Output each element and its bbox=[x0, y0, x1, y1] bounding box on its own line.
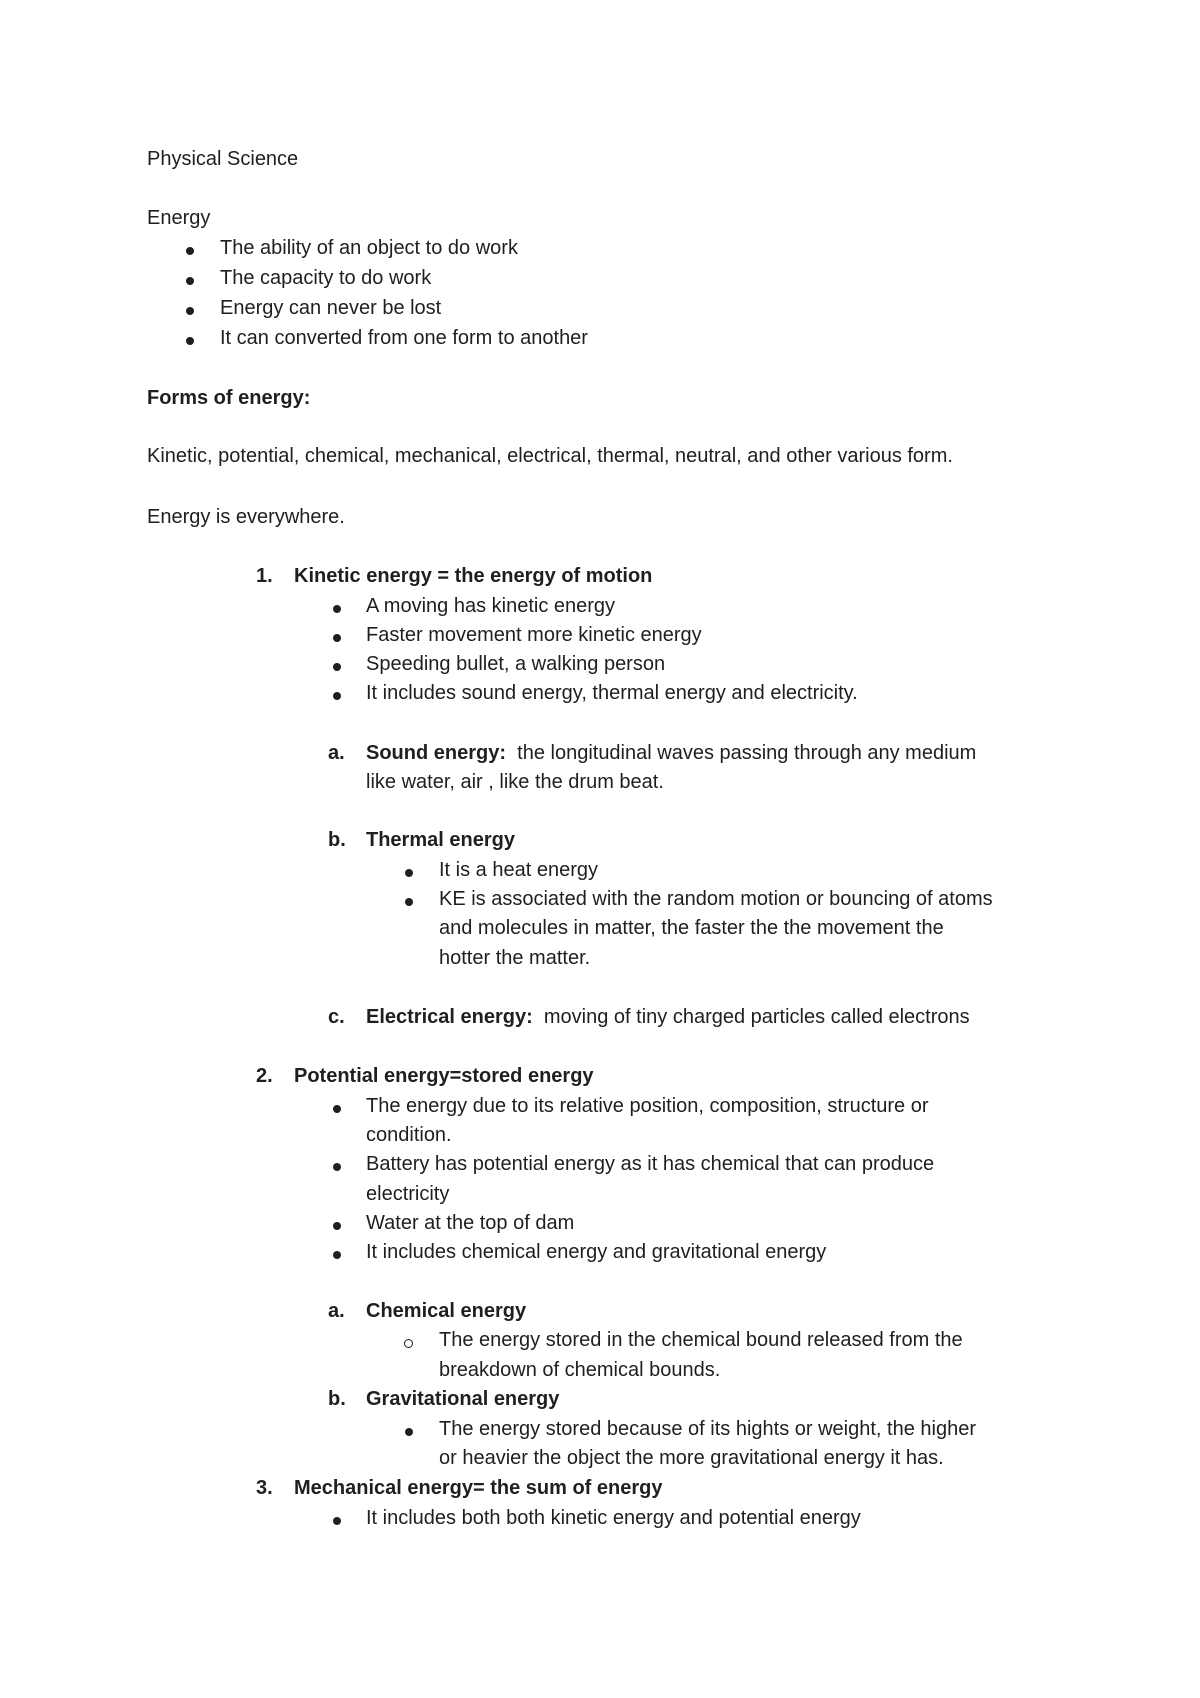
chemical-label: Chemical energy bbox=[366, 1300, 527, 1322]
thermal-letter: b. bbox=[328, 829, 346, 851]
electrical-line bbox=[366, 1005, 970, 1029]
chemical-letter: a. bbox=[328, 1300, 345, 1322]
bullet-dot bbox=[333, 634, 341, 642]
bullet-dot bbox=[333, 1222, 341, 1230]
forms-list: Kinetic, potential, chemical, mechanical, electrical, thermal, neutral, and other various form. bbox=[147, 445, 953, 467]
bullet-dot bbox=[333, 1163, 341, 1171]
thermal-label: Thermal energy bbox=[366, 829, 515, 851]
bullet-dot bbox=[405, 869, 413, 877]
bullet-dot bbox=[186, 337, 194, 345]
electrical-letter: c. bbox=[328, 1006, 345, 1028]
kinetic-bullet-3: Speeding bullet, a walking person bbox=[366, 653, 666, 675]
bullet-dot bbox=[186, 247, 194, 255]
bullet-dot bbox=[186, 307, 194, 315]
gravitational-label: Gravitational energy bbox=[366, 1388, 560, 1410]
sound-line-2: like water, air , like the drum beat. bbox=[366, 771, 664, 793]
bullet-dot bbox=[333, 1105, 341, 1113]
energy-bullet-4: It can converted from one form to another bbox=[220, 327, 588, 349]
kinetic-bullet-2: Faster movement more kinetic energy bbox=[366, 624, 702, 646]
electrical-text: moving of tiny charged particles called electrons bbox=[543, 1006, 970, 1028]
energy-bullet-3: Energy can never be lost bbox=[220, 297, 442, 319]
electrical-label: Electrical energy: bbox=[366, 1006, 533, 1028]
energy-heading: Energy bbox=[147, 207, 211, 229]
thermal-bullet-2-line-1: KE is associated with the random motion or bouncing of atoms bbox=[439, 888, 993, 910]
bullet-dot bbox=[405, 1428, 413, 1436]
hollow-bullet bbox=[404, 1339, 413, 1348]
chemical-line-2: breakdown of chemical bounds. bbox=[439, 1359, 721, 1381]
potential-bullet-2-line-1: Battery has potential energy as it has chemical that can produce bbox=[366, 1153, 935, 1175]
thermal-bullet-2-line-2: and molecules in matter, the faster the the movement the bbox=[439, 917, 944, 939]
potential-bullet-3: Water at the top of dam bbox=[366, 1212, 575, 1234]
gravitational-line-1: The energy stored because of its hights or weight, the higher bbox=[439, 1418, 976, 1440]
sound-line-1 bbox=[366, 741, 976, 765]
kinetic-number: 1. bbox=[256, 565, 273, 587]
page-title: Physical Science bbox=[147, 148, 299, 170]
bullet-dot bbox=[333, 692, 341, 700]
bullet-dot bbox=[333, 1517, 341, 1525]
bullet-dot bbox=[186, 277, 194, 285]
potential-heading: Potential energy=stored energy bbox=[294, 1065, 594, 1087]
mechanical-bullet: It includes both both kinetic energy and potential energy bbox=[366, 1507, 861, 1529]
bullet-dot bbox=[333, 663, 341, 671]
potential-bullet-1-line-2: condition. bbox=[366, 1124, 452, 1146]
bullet-dot bbox=[405, 898, 413, 906]
mechanical-heading: Mechanical energy= the sum of energy bbox=[294, 1477, 663, 1499]
potential-bullet-2-line-2: electricity bbox=[366, 1183, 450, 1205]
potential-bullet-1-line-1: The energy due to its relative position, composition, structure or bbox=[366, 1095, 929, 1117]
potential-number: 2. bbox=[256, 1065, 273, 1087]
gravitational-letter: b. bbox=[328, 1388, 346, 1410]
kinetic-bullet-4: It includes sound energy, thermal energy and electricity. bbox=[366, 682, 858, 704]
thermal-bullet-2-line-3: hotter the matter. bbox=[439, 947, 591, 969]
bullet-dot bbox=[333, 605, 341, 613]
kinetic-heading: Kinetic energy = the energy of motion bbox=[294, 565, 653, 587]
forms-heading: Forms of energy: bbox=[147, 387, 311, 409]
gravitational-line-2: or heavier the object the more gravitational energy it has. bbox=[439, 1447, 944, 1469]
energy-everywhere: Energy is everywhere. bbox=[147, 506, 345, 528]
thermal-bullet-1: It is a heat energy bbox=[439, 859, 598, 881]
sound-text: the longitudinal waves passing through any medium bbox=[517, 742, 977, 764]
mechanical-number: 3. bbox=[256, 1477, 273, 1499]
sound-label: Sound energy: bbox=[366, 742, 507, 764]
sound-letter: a. bbox=[328, 742, 345, 764]
energy-bullet-2: The capacity to do work bbox=[220, 267, 432, 289]
bullet-dot bbox=[333, 1251, 341, 1259]
kinetic-bullet-1: A moving has kinetic energy bbox=[366, 595, 616, 617]
energy-bullet-1: The ability of an object to do work bbox=[220, 237, 518, 259]
potential-bullet-4: It includes chemical energy and gravitational energy bbox=[366, 1241, 827, 1263]
chemical-line-1: The energy stored in the chemical bound released from the bbox=[439, 1329, 963, 1351]
